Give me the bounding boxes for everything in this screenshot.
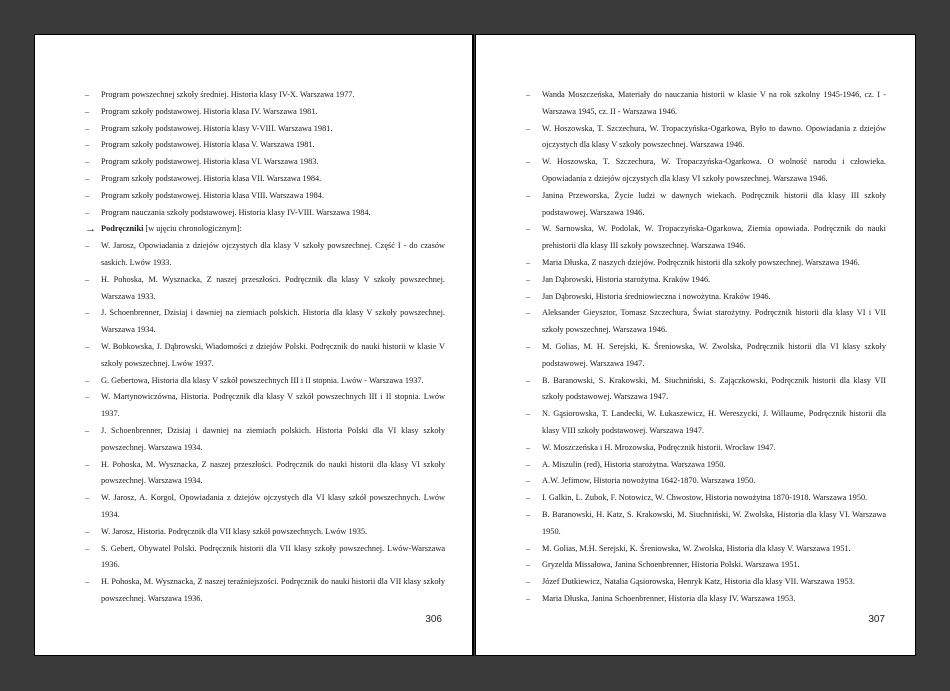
entry-text: Aleksander Gieysztor, Tomasz Szczechura, Świat starożytny. Podręcznik historii dla klasy VI i VII szkoły powszechnej. Warszawa 1946. (542, 308, 886, 335)
dash-marker: – (526, 593, 531, 603)
entry-text: Gryzelda Missałowa, Janina Schoenbrenner, Historia Polski. Warszawa 1951. (542, 560, 800, 570)
dash-marker: – (85, 375, 90, 385)
entry-text: W. Jarosz, Opowiadania z dziejów ojczystych dla klasy V szkoły powszechnej. Część I - do czasów saskich. Lwów 1933. (101, 241, 445, 267)
dash-marker: – (526, 308, 531, 318)
entry-text: J. Schoenbrenner, Dzisiaj i dawniej na ziemiach polskich. Historia dla klasy V szkoły powszechnej. Warszawa 1934. (101, 308, 445, 335)
dash-marker: – (85, 157, 90, 167)
bibliography-entry (85, 305, 445, 339)
dash-marker: – (526, 375, 531, 385)
dash-marker: – (526, 442, 531, 452)
entry-text: W. Hoszowska, T. Szczechura, W. Tropaczyńska-Ogarkowa, Było to dawno. Opowiadania z dziejów ojczystych dla klasy V szkoły powszechnej. Warszawa 1946. (542, 123, 886, 150)
bibliography-entry (85, 154, 445, 171)
dash-marker: – (85, 577, 90, 587)
entry-text: W. Jarosz, Historia. Podręcznik dla VII klasy szkół powszechnych. Lwów 1935. (101, 526, 368, 536)
dash-marker: – (526, 190, 531, 200)
entry-text: N. Gąsiorowska, T. Landecki, W. Łukaszewicz, H. Wereszycki, J. Willaume, Podręcznik historii dla klasy VIII szkoły podstawowej. Warszawa 1947. (542, 409, 886, 435)
entry-text: G. Gebertowa, Historia dla klasy V szkół powszechnych III i II stopnia. Lwów - Warszawa 1937. (101, 375, 424, 385)
entry-text: W. Sarnowska, W. Podolak, W. Tropaczyńska-Ogarkowa, Ziemia opowiada. Podręcznik do nauki prehistorii dla klasy III szkoły powszechnej. Warszawa 1946. (542, 224, 886, 251)
entry-text: Józef Dutkiewicz, Natalia Gąsiorowska, Henryk Katz, Historia dla klasy VII. Warszawa 1953. (542, 577, 855, 587)
dash-marker: – (85, 106, 90, 116)
bibliography-entry (85, 137, 445, 154)
bibliography-entry (526, 457, 886, 474)
entry-text: Program nauczania szkoły podstawowej. Historia klasy IV-VIII. Warszawa 1984. (101, 207, 371, 217)
dash-marker: – (85, 207, 90, 217)
entry-text: W. Hoszowska, T. Szczechura, W. Tropaczyńska-Ogarkowa. O wolność narodu i człowieka. Opowiadania z dziejów ojczystych dla klasy VI szkoły powszechnej. Warszawa 1946. (542, 157, 886, 183)
entry-text: B. Baranowski, S. Krakowski, M. Siuchniński, S. Zajączkowski, Podręcznik historii dla klasy VII szkoły podstawowej. Warszawa 1947. (542, 375, 886, 402)
dash-marker: – (526, 291, 531, 301)
dash-marker: – (526, 493, 531, 503)
entry-text: S. Gebert, Obywatel Polski. Podręcznik historii dla VII klasy szkoły powszechnej. Lwów-Warszawa 1936. (101, 543, 445, 570)
bibliography-entry (85, 524, 445, 541)
entry-text: I. Galkin, L. Zubok, F. Notowicz, W. Chwostow, Historia nowożytna 1870-1918. Warszawa 1950. (542, 493, 868, 503)
dash-marker: – (85, 425, 90, 435)
dash-marker: – (526, 543, 531, 553)
section-heading: Podręczniki (101, 224, 144, 234)
bibliography-entry (526, 121, 886, 155)
entry-text: H. Pohoska, M. Wysznacka, Z naszej przeszłości. Podręcznik do nauki historii dla klasy VI szkoły powszechnej. Warszawa 1934. (101, 459, 445, 486)
entry-text: H. Pohoska, M. Wysznacka, Z naszej teraźniejszości. Podręcznik do nauki historii dla VII klasy szkoły powszechnej. Warszawa 1936. (101, 577, 445, 603)
dash-marker: – (85, 173, 90, 183)
bibliography-entry (526, 507, 886, 541)
entry-text: Jan Dąbrowski, Historia średniowieczna i nowożytna. Kraków 1946. (542, 291, 771, 301)
dash-marker: – (526, 257, 531, 267)
bibliography-entry (526, 255, 886, 272)
left-page (34, 34, 474, 656)
dash-marker: – (85, 392, 90, 402)
right-page-number: 307 (868, 614, 885, 625)
bibliography-entry (526, 440, 886, 457)
entry-text: Maria Dłuska, Z naszych dziejów. Podręcznik historii dla szkoły powszechnej. Warszawa 1946. (542, 257, 860, 267)
entry-text: W. Jarosz, A. Korgol, Opowiadania z dziejów ojczystych dla VI klasy szkół powszechnych. Lwów 1934. (101, 493, 445, 519)
right-page (475, 34, 916, 656)
dash-marker: – (85, 341, 90, 351)
entry-text: Program szkoły podstawowej. Historia klasa V. Warszawa 1981. (101, 140, 315, 150)
bibliography-entry (85, 205, 445, 222)
entry-text: [w ujęciu chronologicznym]: (143, 224, 242, 234)
bibliography-entry (85, 541, 445, 575)
bibliography-entry (526, 406, 886, 440)
bibliography-entry (85, 188, 445, 205)
dash-marker: – (526, 459, 531, 469)
dash-marker: – (526, 123, 531, 133)
bibliography-entry (526, 373, 886, 407)
bibliography-entry (85, 457, 445, 491)
arrow-marker: → (85, 223, 96, 236)
bibliography-entry (85, 221, 445, 238)
bibliography-entry (526, 557, 886, 574)
entry-text: Maria Dłuska, Janina Schoenbrenner, Historia dla klasy IV. Warszawa 1953. (542, 593, 796, 603)
entry-text: A.W. Jefimow, Historia nowożytna 1642-1870. Warszawa 1950. (542, 476, 756, 486)
dash-marker: – (85, 526, 90, 536)
dash-marker: – (526, 274, 531, 284)
entry-text: Program szkoły podstawowej. Historia klasy V-VIII. Warszawa 1981. (101, 123, 333, 133)
entry-text: A. Miszulin (red), Historia starożytna. Warszawa 1950. (542, 459, 726, 469)
entry-text: Program szkoły podstawowej. Historia klasa VII. Warszawa 1984. (101, 173, 322, 183)
bibliography-entry (85, 490, 445, 524)
bibliography-entry (526, 541, 886, 558)
entry-text: M. Golias, M.H. Serejski, K. Śreniowska, W. Zwolska, Historia dla klasy V. Warszawa 1951. (542, 543, 851, 553)
left-page-bibliography (85, 87, 445, 608)
dash-marker: – (526, 341, 531, 351)
right-page-bibliography (526, 87, 886, 608)
entry-text: Program powszechnej szkoły średniej. Historia klasy IV-X. Warszawa 1977. (101, 90, 355, 99)
entry-text: Program szkoły podstawowej. Historia klasa VIII. Warszawa 1984. (101, 190, 324, 200)
bibliography-entry (85, 121, 445, 138)
dash-marker: – (85, 493, 90, 503)
entry-text: W. Bobkowska, J. Dąbrowski, Wiadomości z dziejów Polski. Podręcznik do nauki historii w klasie V szkoły powszechnej. Lwów 1937. (101, 341, 445, 368)
bibliography-entry (526, 490, 886, 507)
bibliography-entry (85, 339, 445, 373)
dash-marker: – (526, 509, 531, 519)
entry-text: M. Golias, M. H. Serejski, K. Śreniowska, W. Zwolska, Podręcznik historii dla VI klasy szkoły podstawowej. Warszawa 1947. (542, 341, 886, 368)
dash-marker: – (526, 224, 531, 234)
bibliography-entry (85, 373, 445, 390)
dash-marker: – (85, 90, 90, 99)
bibliography-entry (85, 238, 445, 272)
entry-text: W. Moszczeńska i H. Mrozowska, Podręcznik historii. Wrocław 1947. (542, 442, 776, 452)
dash-marker: – (85, 274, 90, 284)
bibliography-entry (526, 188, 886, 222)
entry-text: Wanda Moszczeńska, Materiały do nauczania historii w klasie V na rok szkolny 1945-1946, cz. I - Warszawa 1945, cz. II - Warszawa 1946. (542, 90, 886, 116)
bibliography-entry (526, 289, 886, 306)
left-page-number: 306 (425, 614, 442, 625)
dash-marker: – (85, 140, 90, 150)
bibliography-entry (85, 87, 445, 104)
dash-marker: – (85, 459, 90, 469)
bibliography-entry (85, 104, 445, 121)
bibliography-entry (85, 272, 445, 306)
dash-marker: – (526, 476, 531, 486)
entry-text: J. Schoenbrenner, Dzisiaj i dawniej na ziemiach polskich. Historia Polski dla VI klasy szkoły powszechnej. Warszawa 1934. (101, 425, 445, 452)
dash-marker: – (85, 241, 90, 251)
bibliography-entry (85, 574, 445, 608)
entry-text: Program szkoły podstawowej. Historia klasa IV. Warszawa 1981. (101, 106, 318, 116)
bibliography-entry (526, 339, 886, 373)
entry-text: W. Martynowiczówna, Historia. Podręcznik dla klasy V szkół powszechnych III i II stopnia. Lwów 1937. (101, 392, 445, 419)
dash-marker: – (526, 577, 531, 587)
entry-text: Program szkoły podstawowej. Historia klasa VI. Warszawa 1983. (101, 157, 319, 167)
bibliography-entry (526, 87, 886, 121)
dash-marker: – (85, 123, 90, 133)
bibliography-entry (85, 389, 445, 423)
entry-text: Janina Przeworska, Życie ludzi w dawnych wiekach. Podręcznik historii dla klasy III szkoły podstawowej. Warszawa 1946. (542, 190, 886, 217)
entry-text: H. Pohoska, M. Wysznacka, Z naszej przeszłości. Podręcznik dla klasy V szkoły powszechnej. Warszawa 1933. (101, 274, 445, 301)
bibliography-entry (526, 591, 886, 608)
dash-marker: – (85, 190, 90, 200)
bibliography-entry (526, 221, 886, 255)
entry-text: Jan Dąbrowski, Historia starożytna. Kraków 1946. (542, 274, 711, 284)
bibliography-entry (526, 305, 886, 339)
bibliography-entry (526, 473, 886, 490)
bibliography-entry (526, 574, 886, 591)
bibliography-entry (526, 272, 886, 289)
bibliography-entry (85, 171, 445, 188)
dash-marker: – (85, 543, 90, 553)
dash-marker: – (85, 308, 90, 318)
dash-marker: – (526, 157, 531, 167)
entry-text: B. Baranowski, H. Katz, S. Krakowski, M. Siuchniński, W. Zwolska, Historia dla klasy VI. Warszawa 1950. (542, 509, 886, 536)
dash-marker: – (526, 90, 531, 99)
bibliography-entry (85, 423, 445, 457)
dash-marker: – (526, 560, 531, 570)
bibliography-entry (526, 154, 886, 188)
dash-marker: – (526, 409, 531, 419)
